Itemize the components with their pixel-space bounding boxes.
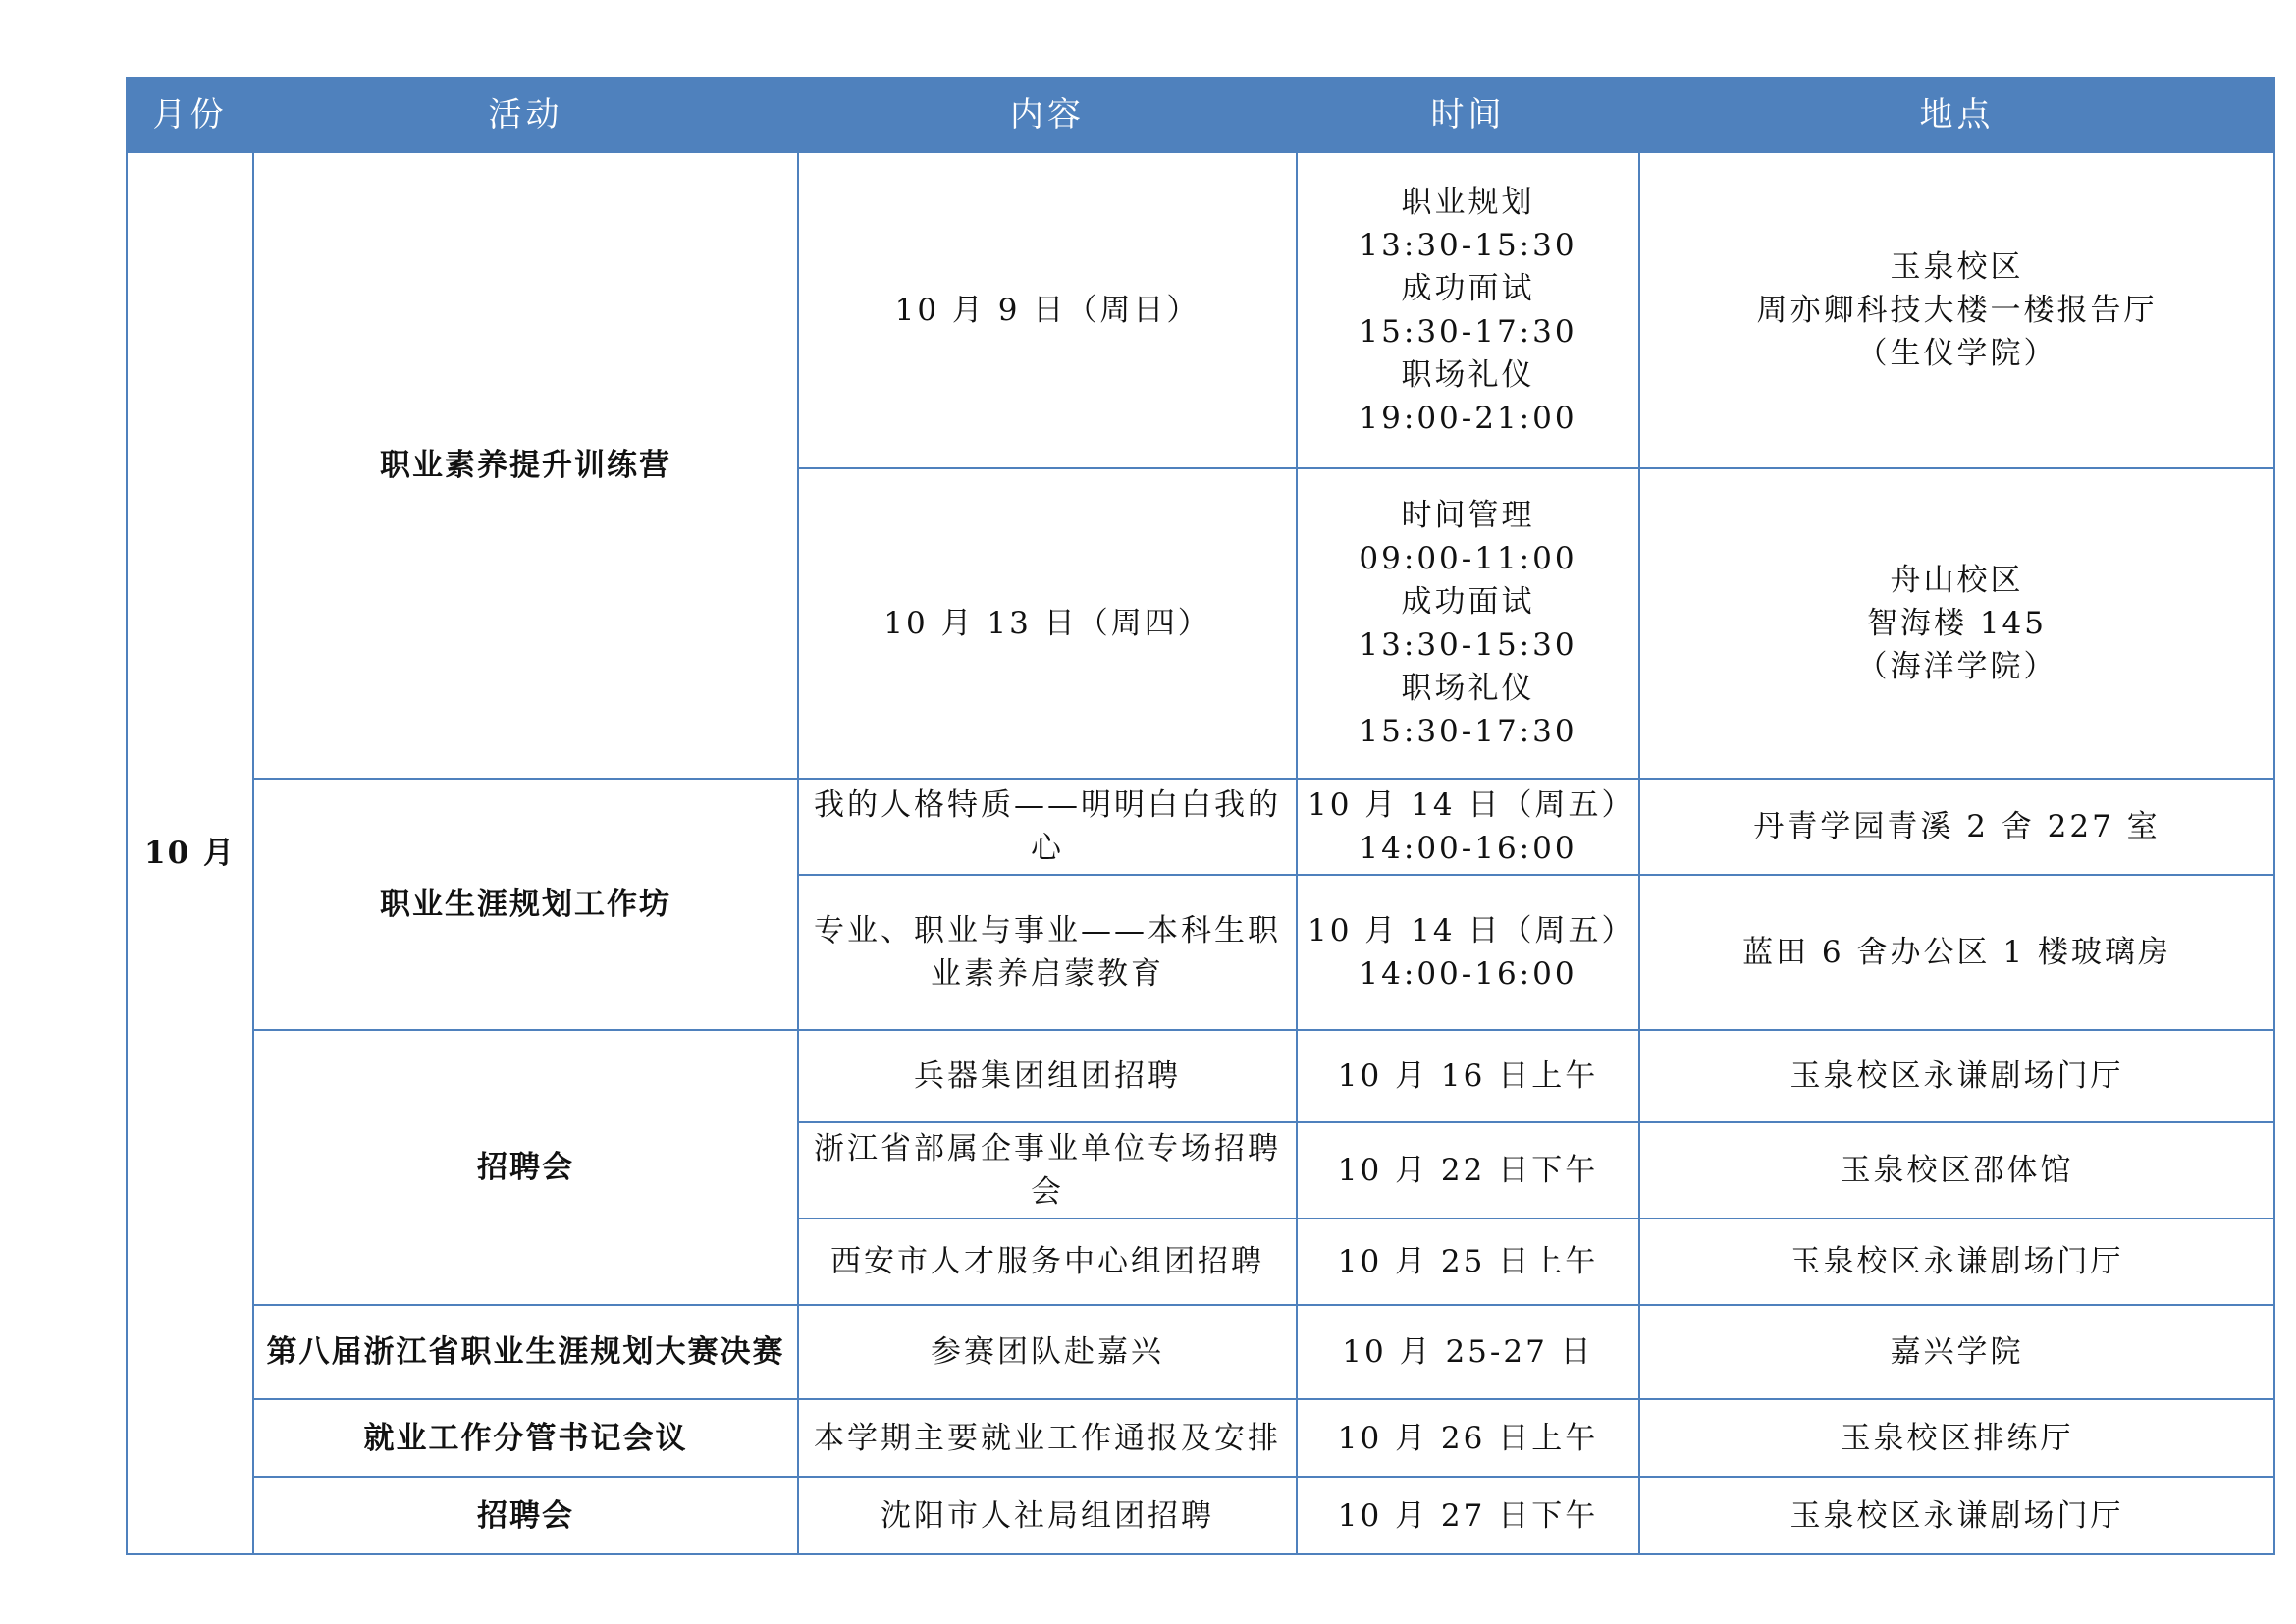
table-row: [127, 1305, 2274, 1399]
table-row: [127, 779, 2274, 875]
location-line: 玉泉校区永谦剧场门厅: [1789, 1058, 2124, 1094]
content-cell: 10 月 9 日（周日）: [798, 152, 1297, 468]
header-time: 时间: [1297, 78, 1639, 152]
time-line: 10 月 25-27 日: [1342, 1334, 1594, 1370]
location-cell: [1639, 779, 2274, 875]
time-line: 10 月 25 日上午: [1337, 1244, 1599, 1279]
content-cell: 沈阳市人社局组团招聘: [798, 1477, 1297, 1554]
header-activity: 活动: [253, 78, 798, 152]
time-line: 10 月 14 日（周五）: [1308, 787, 1635, 823]
location-line: 玉泉校区排练厅: [1840, 1420, 2074, 1456]
schedule-table: [126, 77, 2275, 1555]
location-cell: [1639, 468, 2274, 779]
time-cell: [1297, 1122, 1639, 1218]
content-cell: 专业、职业与事业——本科生职业素养启蒙教育: [798, 875, 1297, 1030]
time-cell: [1297, 468, 1639, 779]
location-cell: [1639, 1305, 2274, 1399]
location-line: 玉泉校区永谦剧场门厅: [1789, 1244, 2124, 1279]
location-line: （海洋学院）: [1856, 649, 2057, 684]
time-cell: [1297, 779, 1639, 875]
location-line: 玉泉校区永谦剧场门厅: [1789, 1497, 2124, 1534]
time-cell: [1297, 875, 1639, 1030]
time-line: 职场礼仪: [1401, 671, 1535, 706]
time-line: 13:30-15:30: [1359, 228, 1577, 263]
schedule-body: [127, 152, 2274, 1554]
time-line: 09:00-11:00: [1359, 541, 1577, 576]
time-cell: [1297, 152, 1639, 468]
activity-cell: 职业生涯规划工作坊: [253, 779, 798, 1030]
content-cell: 浙江省部属企事业单位专场招聘会: [798, 1122, 1297, 1218]
time-line: 14:00-16:00: [1359, 831, 1577, 866]
time-line: 职业规划: [1401, 185, 1535, 220]
location-line: 嘉兴学院: [1890, 1334, 2024, 1370]
time-cell: [1297, 1399, 1639, 1477]
content-cell: 西安市人才服务中心组团招聘: [798, 1218, 1297, 1305]
time-line: 10 月 14 日（周五）: [1308, 913, 1635, 948]
time-line: 职场礼仪: [1401, 357, 1535, 393]
time-line: 成功面试: [1401, 271, 1535, 306]
time-line: 15:30-17:30: [1359, 714, 1577, 749]
content-cell: 参赛团队赴嘉兴: [798, 1305, 1297, 1399]
table-row: [127, 1477, 2274, 1554]
time-line: 15:30-17:30: [1359, 314, 1577, 350]
location-cell: [1639, 1399, 2274, 1477]
time-line: 10 月 27 日下午: [1337, 1497, 1599, 1534]
header-month: 月份: [127, 78, 253, 152]
header-content: 内容: [798, 78, 1297, 152]
time-line: 19:00-21:00: [1359, 401, 1577, 436]
location-cell: [1639, 152, 2274, 468]
time-line: 13:30-15:30: [1359, 627, 1577, 663]
activity-cell: 职业素养提升训练营: [253, 152, 798, 779]
table-row: [127, 1030, 2274, 1122]
location-cell: [1639, 875, 2274, 1030]
location-cell: [1639, 1122, 2274, 1218]
location-line: 玉泉校区邵体馆: [1840, 1153, 2074, 1188]
activity-cell: 第八届浙江省职业生涯规划大赛决赛: [253, 1305, 798, 1399]
location-cell: [1639, 1477, 2274, 1554]
month-cell: 10 月: [127, 152, 253, 1554]
time-line: 10 月 26 日上午: [1337, 1420, 1599, 1456]
activity-cell: 招聘会: [253, 1477, 798, 1554]
table-row: [127, 1399, 2274, 1477]
header-row: [127, 78, 2274, 152]
time-line: 10 月 16 日上午: [1337, 1058, 1599, 1094]
table-row: [127, 152, 2274, 468]
time-line: 10 月 22 日下午: [1337, 1153, 1599, 1188]
content-cell: 我的人格特质——明明白白我的心: [798, 779, 1297, 875]
content-cell: 10 月 13 日（周四）: [798, 468, 1297, 779]
time-line: 成功面试: [1401, 584, 1535, 620]
location-line: 舟山校区: [1890, 563, 2024, 598]
location-cell: [1639, 1218, 2274, 1305]
time-cell: [1297, 1030, 1639, 1122]
location-cell: [1639, 1030, 2274, 1122]
location-line: 玉泉校区: [1890, 249, 2024, 285]
time-cell: [1297, 1218, 1639, 1305]
activity-cell: 招聘会: [253, 1030, 798, 1305]
location-line: 蓝田 6 舍办公区 1 楼玻璃房: [1742, 935, 2171, 970]
location-line: 智海楼 145: [1866, 606, 2048, 641]
time-line: 14:00-16:00: [1359, 956, 1577, 992]
location-line: 丹青学园青溪 2 舍 227 室: [1753, 809, 2161, 844]
content-cell: 本学期主要就业工作通报及安排: [798, 1399, 1297, 1477]
header-location: 地点: [1639, 78, 2274, 152]
time-line: 时间管理: [1401, 498, 1535, 533]
time-cell: [1297, 1477, 1639, 1554]
location-line: 周亦卿科技大楼一楼报告厅: [1756, 293, 2158, 328]
content-cell: 兵器集团组团招聘: [798, 1030, 1297, 1122]
time-cell: [1297, 1305, 1639, 1399]
activity-cell: 就业工作分管书记会议: [253, 1399, 798, 1477]
location-line: （生仪学院）: [1856, 336, 2057, 371]
